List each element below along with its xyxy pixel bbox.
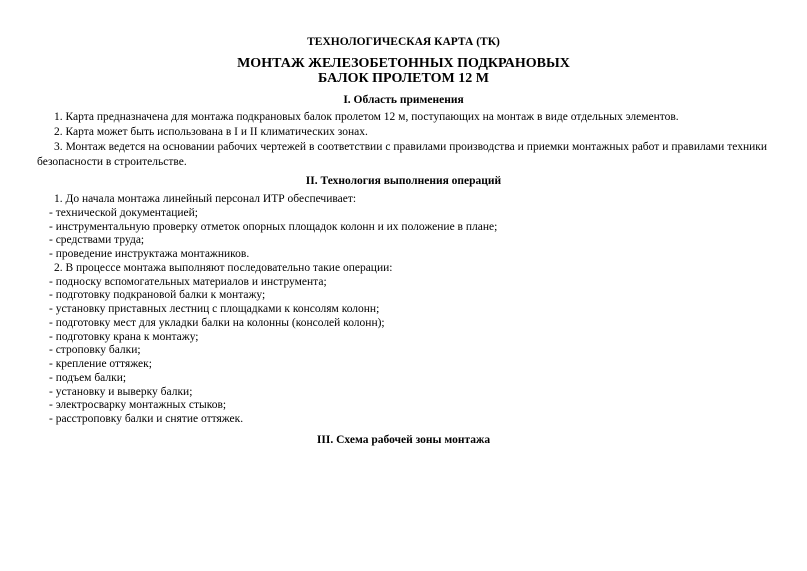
list-item: - электросварку монтажных стыков; — [49, 399, 227, 412]
operations-list — [37, 193, 767, 427]
list-item: - подъем балки; — [49, 371, 127, 384]
list-item: 1. До начала монтажа линейный персонал ИТР обеспечивает: — [54, 193, 357, 205]
list-item: - технической документацией; — [49, 206, 198, 219]
section-2-heading: II. Технология выполнения операций — [305, 175, 502, 187]
main-title-line-1: МОНТАЖ ЖЕЛЕЗОБЕТОННЫХ ПОДКРАНОВЫХ — [237, 56, 570, 71]
list-item: - подноску вспомогательных материалов и инструмента; — [49, 275, 327, 288]
section-1-paragraph-3: 3. Монтаж ведется на основании рабочих чертежей в соответствии с правилами производства и приемки монтажных работ и правилами техники безопасности в строительстве. — [37, 141, 767, 168]
list-item: - крепление оттяжек; — [49, 358, 152, 370]
list-item: - установку и выверку балки; — [49, 385, 193, 398]
list-item: - строповку балки; — [49, 344, 141, 357]
list-item: - инструментальную проверку отметок опорных площадок колонн и их положение в плане; — [49, 220, 498, 233]
list-item: - подготовку мест для укладки балки на колонны (консолей колонн); — [49, 316, 385, 329]
main-title — [0, 56, 807, 86]
section-1-paragraph-2: 2. Карта может быть использована в I и II климатических зонах. — [54, 126, 368, 138]
list-item: - подготовку подкрановой балки к монтажу; — [49, 289, 266, 302]
main-title-line-2: БАЛОК ПРОЛЕТОМ 12 М — [318, 71, 489, 86]
list-item: 2. В процессе монтажа выполняют последовательно такие операции: — [54, 261, 393, 274]
section-3-heading: III. Схема рабочей зоны монтажа — [316, 434, 491, 446]
card-title: ТЕХНОЛОГИЧЕСКАЯ КАРТА (ТК) — [307, 36, 500, 48]
section-1-paragraph-1: 1. Карта предназначена для монтажа подкрановых балок пролетом 12 м, поступающих на монтаж в виде отдельных элементов. — [54, 111, 679, 123]
list-item: - проведение инструктажа монтажников. — [49, 248, 250, 260]
list-item: - средствами труда; — [49, 234, 145, 247]
list-item: - подготовку крана к монтажу; — [49, 330, 199, 343]
section-1-heading: I. Область применения — [343, 94, 464, 106]
list-item: - расстроповку балки и снятие оттяжек. — [49, 413, 244, 425]
list-item: - установку приставных лестниц с площадками к консолям колонн; — [49, 303, 380, 315]
